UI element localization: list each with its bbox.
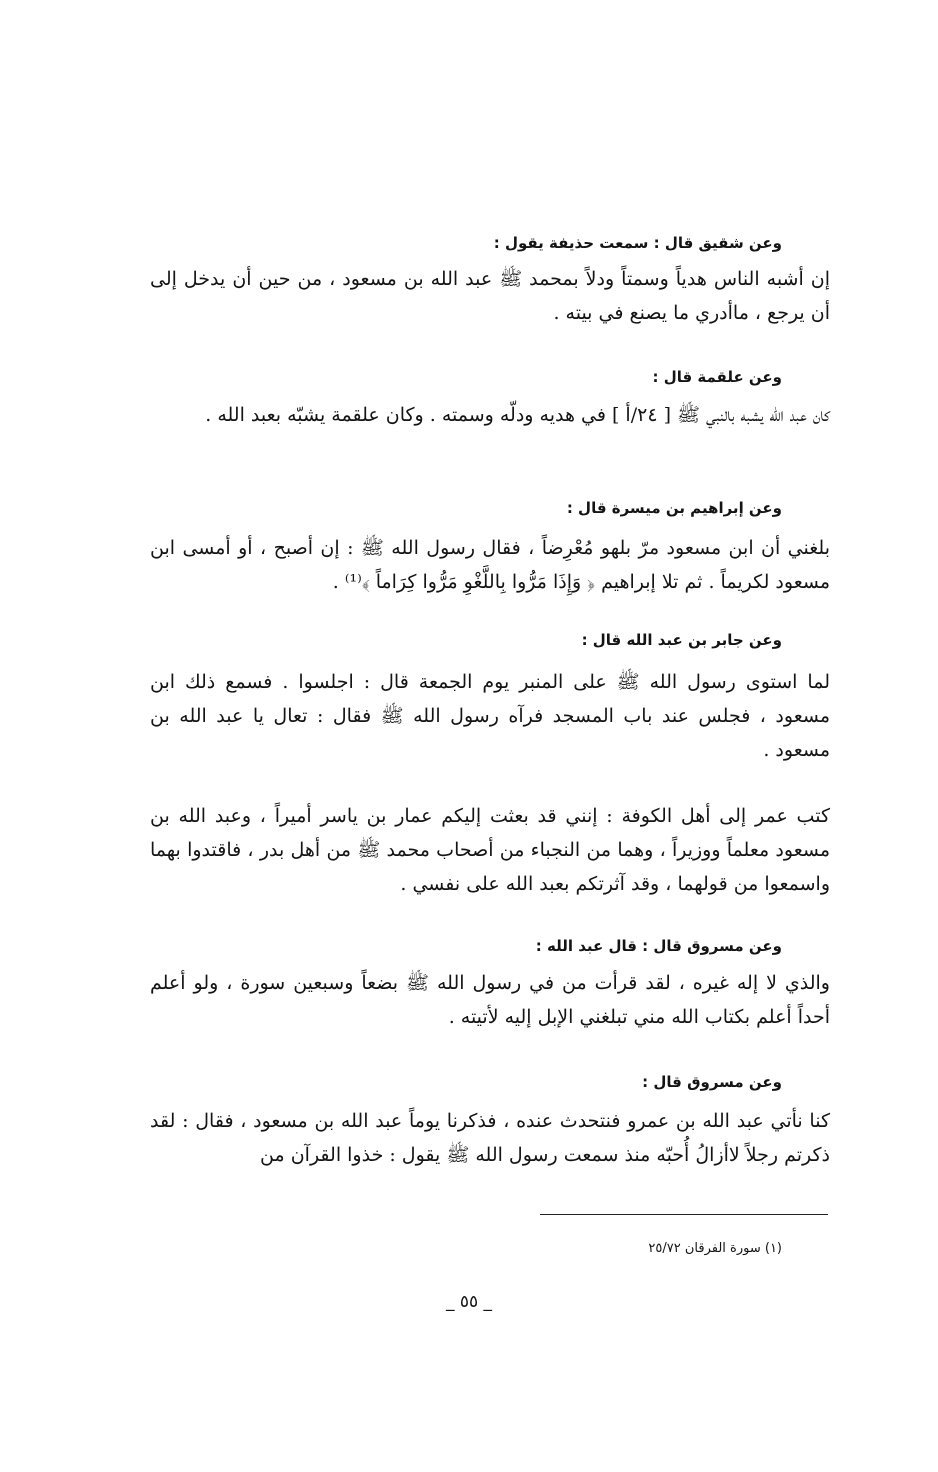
section-heading-1: وعن شقيق قال : سمعت حذيفة يقول : [493, 234, 782, 252]
section-heading-6: وعن مسروق قال : قال عبد الله : [535, 937, 782, 955]
section-paragraph-4 [150, 665, 830, 767]
paragraph-text: والذي لا إله غيره ، لقد قرأت من في رسول الله ﷺ بضعاً وسبعين سورة ، ولو أعلم أحداً أعلم بكتاب الله مني تبلغني الإبل إليه لأتيته . [150, 972, 830, 1028]
footnote-divider [540, 1214, 828, 1215]
page-number: _ ٥٥ _ [445, 1292, 493, 1312]
section-heading-4: وعن جابر بن عبد الله قال : [581, 631, 782, 649]
paragraph-text: لما استوى رسول الله ﷺ على المنبر يوم الجمعة قال : اجلسوا . فسمع ذلك ابن مسعود ، فجلس عند باب المسجد فرآه رسول الله ﷺ فقال : تعال يا عبد الله بن مسعود . [150, 671, 830, 761]
paragraph-text: كان عبد الله يشبه بالنبي ﷺ [ ٢٤/أ ] في هديه ودلّه وسمته . وكان علقمة يشبّه بعبد الله . [205, 404, 830, 426]
section-paragraph-7 [150, 1104, 830, 1172]
paragraph-text: كتب عمر إلى أهل الكوفة : إنني قد بعثت إليكم عمار بن ياسر أميراً ، وعبد الله بن مسعود معلماً ووزيراً ، وهما من النجباء من أصحاب محمد ﷺ من أهل بدر ، فاقتدوا بهما واسمعوا من قولهما ، وقد آثرتكم بعبد الله على نفسي . [150, 805, 830, 895]
section-heading-3: وعن إبراهيم بن ميسرة قال : [566, 499, 782, 517]
paragraph-text: إن أشبه الناس هدياً وسمتاً ودلاً بمحمد ﷺ عبد الله بن مسعود ، من حين أن يدخل إلى أن يرجع ، ماأدري ما يصنع في بيته . [150, 268, 830, 324]
section-paragraph-1 [150, 262, 830, 330]
paragraph-text: بلغني أن ابن مسعود مرّ بلهو مُعْرِضاً ، فقال رسول الله ﷺ : إن أصبح ، أو أمسى ابن مسعود لكريماً . ثم تلا إبراهيم ﴿ وَإِذَا مَرُّوا بِاللَّغْوِ مَرُّوا كِرَاماً ﴾⁽¹⁾ . [150, 537, 830, 593]
footnote: (١) سورة الفرقان ٢٥/٧٢ [648, 1241, 782, 1256]
section-paragraph-6 [150, 966, 830, 1034]
section-heading-7: وعن مسروق قال : [642, 1073, 782, 1091]
paragraph-text: كنا نأتي عبد الله بن عمرو فنتحدث عنده ، فذكرنا يوماً عبد الله بن مسعود ، فقال : لقد ذكرتم رجلاً لاأزالُ أُحبّه منذ سمعت رسول الله ﷺ يقول : خذوا القرآن من [150, 1110, 830, 1166]
section-paragraph-5 [150, 799, 830, 901]
section-heading-2: وعن علقمة قال : [652, 368, 782, 386]
section-paragraph-2 [150, 398, 830, 432]
section-paragraph-3 [150, 531, 830, 599]
